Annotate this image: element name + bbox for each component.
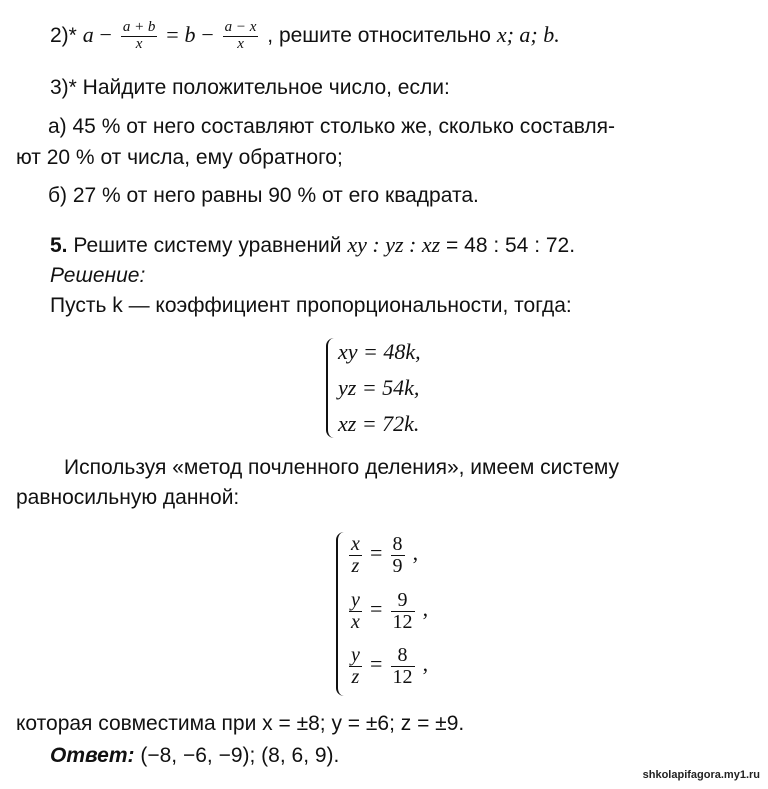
comma: , bbox=[422, 596, 429, 621]
system-2-equation bbox=[346, 534, 418, 577]
problem-5-statement bbox=[50, 232, 575, 258]
fraction-numerator: 9 bbox=[391, 590, 415, 612]
system-brace bbox=[326, 338, 336, 438]
fraction-denominator: z bbox=[351, 555, 360, 577]
fraction-9-over-12 bbox=[391, 590, 415, 633]
problem-2-variables: x; a; b. bbox=[496, 21, 560, 47]
equals-sign: = bbox=[369, 596, 383, 621]
fraction-denominator: x bbox=[135, 35, 143, 52]
fraction-y-over-z bbox=[349, 645, 362, 688]
answer-value: (−8, −6, −9); (8, 6, 9). bbox=[140, 744, 340, 767]
compatibility-line: которая совместима при x = ±8; y = ±6; z = ±9. bbox=[16, 712, 465, 735]
fraction-numerator: x bbox=[351, 533, 360, 555]
fraction-denominator: x bbox=[351, 611, 360, 633]
fraction-denominator: 9 bbox=[392, 555, 403, 577]
problem-2-number: 2)* bbox=[50, 23, 77, 47]
problem-5-ratio: = 48 : 54 : 72. bbox=[446, 234, 576, 257]
answer-line bbox=[50, 744, 339, 768]
system-brace bbox=[336, 532, 346, 696]
fraction-numerator: 8 bbox=[391, 645, 415, 667]
fraction-denominator: z bbox=[351, 666, 360, 688]
system-1-equation: yz = 54k, bbox=[338, 375, 420, 400]
fraction-a-plus-b-over-x bbox=[121, 20, 158, 53]
watermark: shkolapifagora.my1.ru bbox=[642, 769, 760, 781]
fraction-denominator: 12 bbox=[392, 666, 413, 688]
fraction-numerator: a + b bbox=[122, 19, 156, 35]
comma: , bbox=[422, 651, 429, 676]
fraction-a-minus-x-over-x bbox=[223, 20, 259, 53]
fraction-8-over-9 bbox=[391, 534, 405, 577]
minus-sign: − bbox=[99, 21, 112, 47]
fraction-numerator: y bbox=[351, 589, 360, 611]
var-b: b bbox=[184, 21, 196, 47]
problem-3-header: 3)* Найдите положительное число, если: bbox=[50, 76, 450, 99]
equals-sign: = bbox=[369, 540, 383, 565]
problem-5-number: 5. bbox=[50, 234, 68, 257]
fraction-x-over-z bbox=[349, 534, 362, 577]
problem-5-expression: xy : yz : xz bbox=[347, 232, 441, 257]
method-line-1: Используя «метод почленного деления», имеем систему bbox=[64, 456, 620, 479]
fraction-numerator: y bbox=[351, 644, 360, 666]
problem-5-text: Решите систему уравнений bbox=[73, 234, 342, 257]
fraction-denominator: x bbox=[237, 35, 244, 52]
method-line-2: равносильную данной: bbox=[16, 486, 240, 509]
minus-sign: − bbox=[201, 21, 214, 47]
fraction-numerator: a − x bbox=[224, 19, 257, 35]
equals-sign: = bbox=[369, 651, 383, 676]
fraction-y-over-x bbox=[349, 590, 362, 633]
problem-2-instruction: , решите относительно bbox=[267, 23, 491, 47]
answer-label: Ответ: bbox=[50, 744, 135, 767]
problem-2 bbox=[50, 20, 560, 53]
system-1-equation: xz = 72k. bbox=[338, 411, 420, 436]
solution-intro: Пусть k — коэффициент пропорциональности, тогда: bbox=[50, 294, 572, 317]
problem-3a-line-2: ют 20 % от числа, ему обратного; bbox=[16, 146, 343, 169]
comma: , bbox=[412, 540, 419, 565]
solution-label: Решение: bbox=[50, 264, 146, 287]
fraction-denominator: 12 bbox=[392, 611, 413, 633]
var-a: a bbox=[82, 21, 94, 47]
equals-sign: = bbox=[166, 21, 179, 47]
fraction-numerator: 8 bbox=[392, 533, 403, 555]
problem-3b: б) 27 % от него равны 90 % от его квадрата. bbox=[48, 184, 479, 207]
system-1-equation: xy = 48k, bbox=[338, 339, 421, 364]
system-2-equation bbox=[346, 645, 428, 688]
problem-3a-line-1: а) 45 % от него составляют столько же, сколько составля- bbox=[48, 115, 616, 138]
fraction-8-over-12 bbox=[391, 645, 415, 688]
system-2-equation bbox=[346, 590, 428, 633]
